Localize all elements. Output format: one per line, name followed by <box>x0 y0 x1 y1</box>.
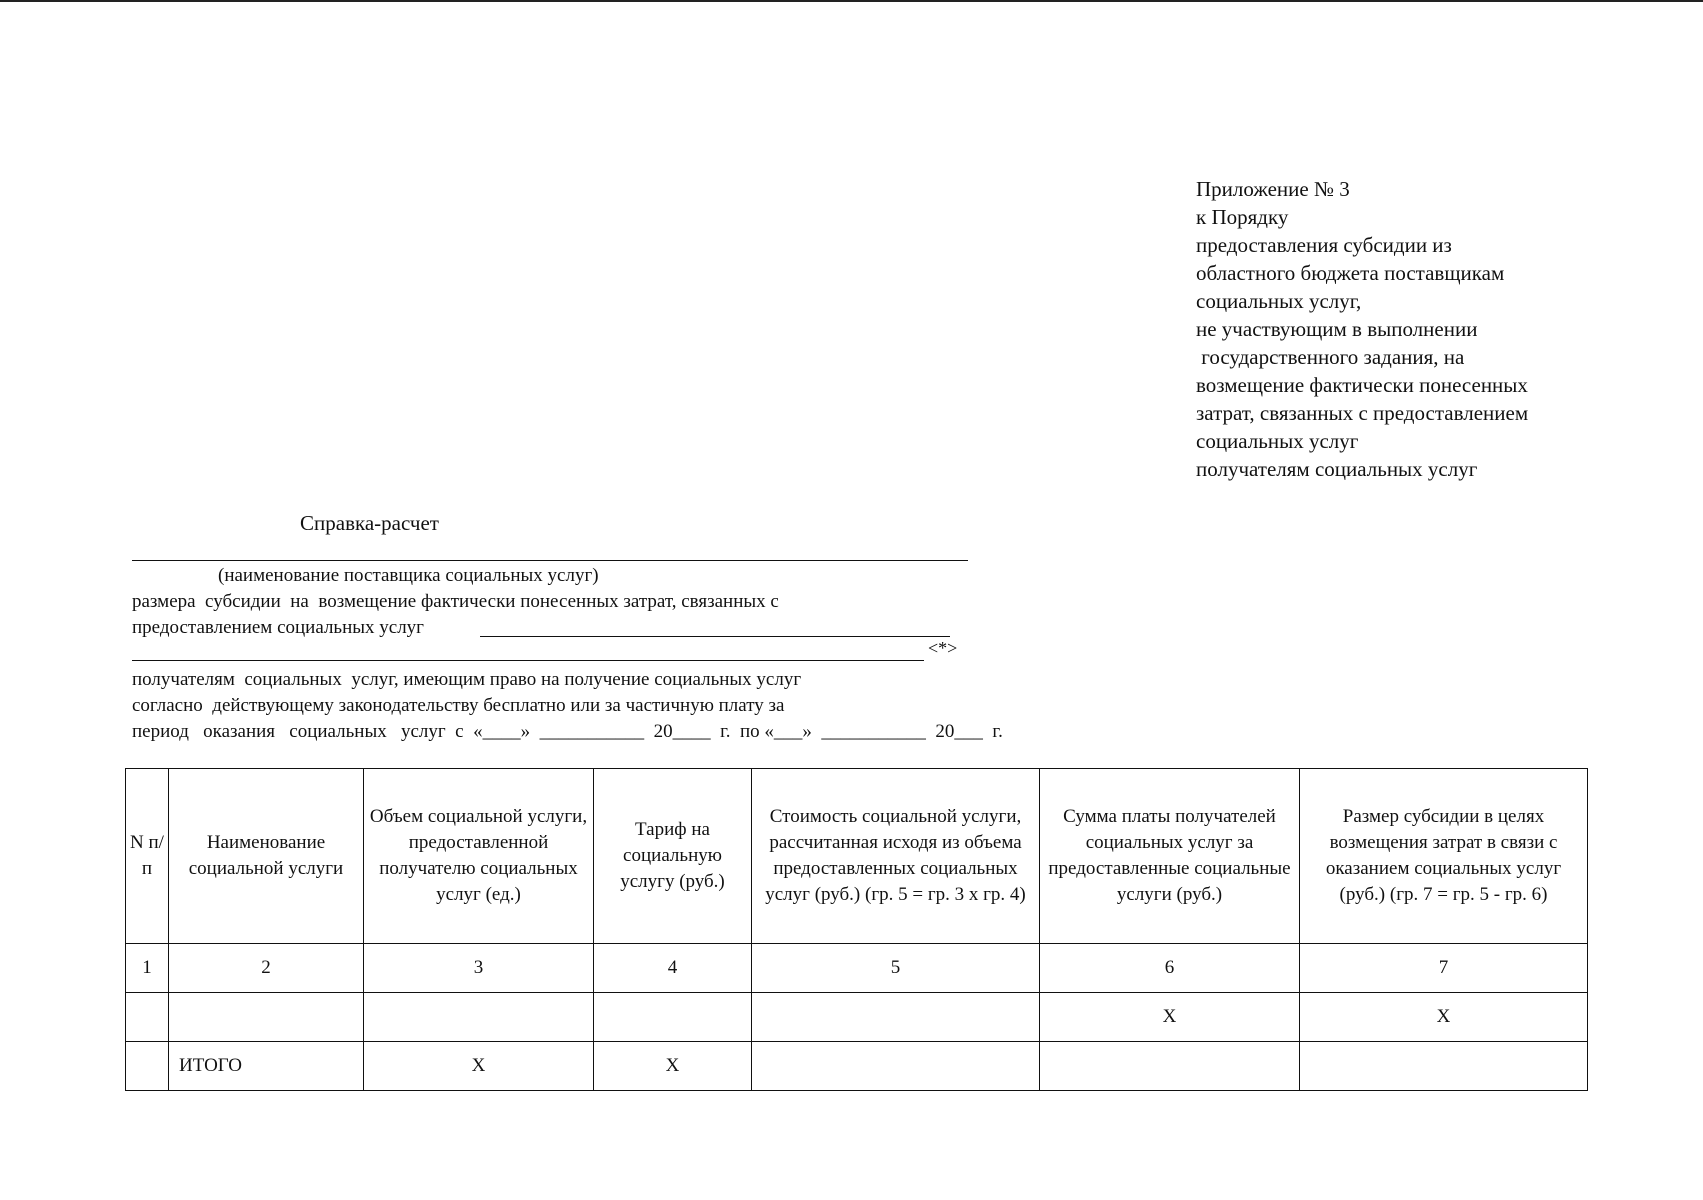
header-cell: Стоимость социальной услуги, рассчитанная исходя из объема предоставленных социальных услуг (руб.) (гр. 5 = гр. 3 x гр. 4) <box>752 769 1040 944</box>
data-cell <box>364 993 594 1042</box>
total-cell: X <box>364 1042 594 1091</box>
calculation-table <box>125 768 1588 1091</box>
table-row <box>126 993 1588 1042</box>
appendix-line: получателям социальных услуг <box>1196 457 1478 481</box>
supplier-caption: (наименование поставщика социальных услуг) <box>218 565 599 586</box>
column-number-cell: 2 <box>169 944 364 993</box>
appendix-line: областного бюджета поставщикам <box>1196 261 1505 285</box>
appendix-line: возмещение фактически понесенных <box>1196 373 1528 397</box>
data-cell: X <box>1040 993 1300 1042</box>
appendix-line: не участвующим в выполнении <box>1196 317 1478 341</box>
header-cell: Тариф на социальную услугу (руб.) <box>594 769 752 944</box>
table-header-row <box>126 769 1588 944</box>
column-number-cell: 5 <box>752 944 1040 993</box>
text-line-5: период оказания социальных услуг с «____» ___________ 20____ г. по «___» ___________ 20___ г. <box>132 721 1003 742</box>
column-number-cell: 1 <box>126 944 169 993</box>
document-title: Справка-расчет <box>300 511 439 535</box>
appendix-line: Приложение № 3 <box>1196 177 1350 201</box>
text-line-3: получателям социальных услуг, имеющим право на получение социальных услуг <box>132 669 802 690</box>
text-line-4: согласно действующему законодательству бесплатно или за частичную плату за <box>132 695 785 716</box>
data-cell <box>594 993 752 1042</box>
header-cell: Наименование социальной услуги <box>169 769 364 944</box>
services-fill-line-2 <box>132 660 924 661</box>
services-fill-line <box>480 636 950 637</box>
appendix-line: предоставления субсидии из <box>1196 233 1452 257</box>
data-cell <box>126 993 169 1042</box>
data-cell <box>169 993 364 1042</box>
text-line-1: размера субсидии на возмещение фактически понесенных затрат, связанных с <box>132 591 779 612</box>
total-cell <box>126 1042 169 1091</box>
appendix-block <box>1196 175 1666 483</box>
total-cell <box>1300 1042 1588 1091</box>
total-cell: X <box>594 1042 752 1091</box>
appendix-line: государственного задания, на <box>1196 345 1465 369</box>
header-cell: Сумма платы получателей социальных услуг за предоставленные социальные услуги (руб.) <box>1040 769 1300 944</box>
column-number-row <box>126 944 1588 993</box>
total-cell <box>752 1042 1040 1091</box>
column-number-cell: 4 <box>594 944 752 993</box>
total-label: ИТОГО <box>169 1042 364 1091</box>
header-cell: N п/п <box>126 769 169 944</box>
column-number-cell: 6 <box>1040 944 1300 993</box>
total-row <box>126 1042 1588 1091</box>
column-number-cell: 7 <box>1300 944 1588 993</box>
supplier-name-line <box>132 560 968 561</box>
total-cell <box>1040 1042 1300 1091</box>
data-cell <box>752 993 1040 1042</box>
data-cell: X <box>1300 993 1588 1042</box>
header-cell: Размер субсидии в целях возмещения затрат в связи с оказанием социальных услуг (руб.) (гр. 7 = гр. 5 - гр. 6) <box>1300 769 1588 944</box>
column-number-cell: 3 <box>364 944 594 993</box>
footnote-mark: <*> <box>928 638 958 658</box>
scan-top-edge <box>0 0 1703 2</box>
appendix-line: социальных услуг <box>1196 429 1359 453</box>
appendix-line: социальных услуг, <box>1196 289 1362 313</box>
appendix-line: к Порядку <box>1196 205 1289 229</box>
text-line-2: предоставлением социальных услуг <box>132 617 424 638</box>
appendix-line: затрат, связанных с предоставлением <box>1196 401 1529 425</box>
header-cell: Объем социальной услуги, предоставленной получателю социальных услуг (ед.) <box>364 769 594 944</box>
